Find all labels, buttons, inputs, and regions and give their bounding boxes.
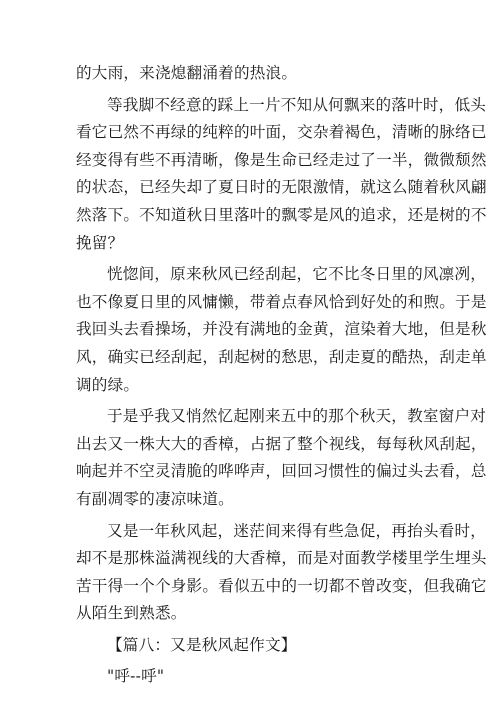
paragraph-line: 调的绿。 — [76, 375, 140, 394]
paragraph-line: 恍惚间，原来秋风已经刮起，它不比冬日里的风凛冽， — [107, 265, 487, 284]
paragraph-line: 的状态，已经失却了夏日时的无限激情，就这么随着秋风翩 — [76, 178, 487, 197]
paragraph-line: 也不像夏日里的风慵懒，带着点春风恰到好处的和煦。于是 — [76, 292, 487, 311]
paragraph-line: 挽留？ — [76, 233, 124, 252]
paragraph-line: 有副凋零的凄凉味道。 — [76, 489, 234, 508]
paragraph-line: 却不是那株溢满视线的大香樟，而是对面教学楼里学生埋头 — [76, 549, 487, 568]
paragraph-line: 看它已然不再绿的纯粹的叶面，交杂着褐色，清晰的脉络已 — [76, 123, 487, 142]
paragraph-line: 的大雨，来浇熄翻涌着的热浪。 — [76, 64, 298, 82]
paragraph-line: 响起并不空灵清脆的哗哗声，回回习惯性的偏过头去看，总 — [76, 462, 487, 481]
paragraph-line: 出去又一株大大的香樟，占据了整个视线，每每秋风刮起， — [76, 434, 487, 453]
paragraph-line: 我回头去看操场，并没有满地的金黄，渲染着大地，但是秋 — [76, 320, 487, 339]
paragraph-line: 从陌生到熟悉。 — [76, 604, 187, 623]
paragraph-line: 等我脚不经意的踩上一片不知从何飘来的落叶时，低头 — [107, 95, 487, 114]
paragraph-line: 又是一年秋风起，迷茫间来得有些急促，再抬头看时， — [107, 521, 487, 540]
paragraph-line: 然落下。不知道秋日里落叶的飘零是风的追求，还是树的不 — [76, 205, 487, 224]
section-heading: 【篇八：又是秋风起作文】 — [107, 635, 297, 654]
quote-line: "呼--呼" — [107, 667, 165, 686]
paragraph-line: 于是乎我又悄然忆起刚来五中的那个秋天，教室窗户对 — [107, 407, 487, 426]
paragraph-line: 风，确实已经刮起，刮起树的愁思，刮走夏的酷热，刮走单 — [76, 347, 487, 366]
paragraph-line: 经变得有些不再清晰，像是生命已经走过了一半，微微颓然 — [76, 150, 487, 169]
paragraph-line: 苦干得一个个身影。看似五中的一切都不曾改变，但我确它 — [76, 576, 487, 595]
article-body — [76, 60, 487, 691]
